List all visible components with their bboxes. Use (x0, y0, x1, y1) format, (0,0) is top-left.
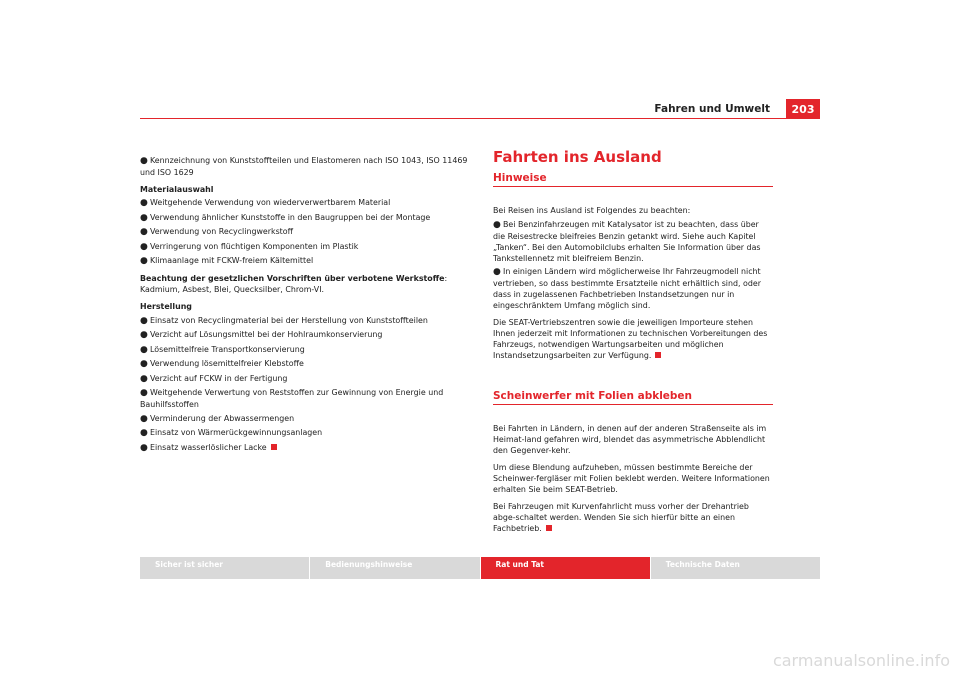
right-column (493, 148, 773, 534)
header-title: Fahren und Umwelt (654, 103, 770, 115)
list-item: ● Verwendung von Recyclingwerkstoff (140, 227, 294, 237)
bullet-icon: ● (140, 428, 148, 438)
paragraph: Bei Fahrten in Ländern, in denen auf der anderen Straßenseite als im Heimat-land gefahren wird, blendet das asymmetrische Abblendlicht den Gegenver-kehr. (493, 424, 767, 455)
list-item: ● Weitgehende Verwendung von wiederverwertbarem Material (140, 198, 391, 208)
bullet-icon: ● (493, 219, 501, 230)
list-item: ● In einigen Ländern wird möglicherweise Ihr Fahrzeugmodell nicht vertrieben, so dass bestimmte Ersatzteile nicht erhältlich sind, oder dass in zugelassenen Fachbetrieben Instandsetzungen nur in eingeschränktem Umfang möglich sind. (493, 267, 761, 310)
intro-text: Bei Reisen ins Ausland ist Folgendes zu beachten: (493, 206, 691, 215)
bullet-icon: ● (140, 373, 148, 384)
list-item: ● Verwendung ähnlicher Kunststoffe in den Baugruppen bei der Montage (140, 212, 431, 223)
end-mark-icon (655, 352, 661, 358)
bullet-icon: ● (140, 227, 148, 237)
bullet-icon: ● (140, 212, 148, 223)
list-item: ● Kennzeichnung von Kunststoffteilen und Elastomeren nach ISO 1043, ISO 11469 und ISO 1629 (140, 155, 468, 177)
bullet-icon: ● (140, 442, 148, 453)
bullet-icon: ● (493, 267, 501, 277)
paragraph: Um diese Blendung aufzuheben, müssen bestimmte Bereiche der Scheinwer-fergläser mit Folien beklebt werden. Weitere Informationen erhalten Sie beim SEAT-Betrieb. (493, 463, 770, 494)
footer-tabs (140, 557, 820, 579)
bullet-icon: ● (140, 241, 148, 252)
left-column (140, 152, 472, 456)
law-heading: Beachtung der gesetzlichen Vorschriften über verbotene Werkstoffe (140, 274, 445, 283)
bullet-icon: ● (140, 344, 148, 355)
bullet-icon: ● (140, 315, 148, 326)
list-item: ● Einsatz von Wärmerückgewinnungsanlagen (140, 428, 323, 438)
page-number: 203 (786, 99, 820, 119)
list-item: ● Verringerung von flüchtigen Komponenten im Plastik (140, 241, 359, 252)
bullet-icon: ● (140, 198, 148, 208)
bullet-icon: ● (140, 155, 148, 166)
list-item: ● Verminderung der Abwassermengen (140, 413, 295, 424)
list-item: ● Verwendung lösemittelfreier Klebstoffe (140, 359, 304, 369)
end-mark-icon (546, 525, 552, 531)
bullet-icon: ● (140, 413, 148, 424)
tab-sicher-ist-sicher[interactable]: Sicher ist sicher (140, 557, 309, 579)
law-text: : Kadmium, Asbest, Blei, Quecksilber, Chrom-VI. (140, 274, 448, 294)
production-heading: Herstellung (140, 302, 192, 311)
list-item: ● Klimaanlage mit FCKW-freiem Kältemittel (140, 256, 314, 266)
list-item: ● Bei Benzinfahrzeugen mit Katalysator ist zu beachten, dass über die Reisestrecke bleifreies Benzin getankt wird. Siehe auch Kapitel „Tanken“. Bei den Automobilclubs erhalten Sie Information über das Tankstellennetz mit bleifreiem Benzin. (493, 219, 761, 263)
section-title: Fahrten ins Ausland (493, 148, 662, 166)
list-item: ● Einsatz von Recyclingmaterial bei der Herstellung von Kunststoffteilen (140, 315, 428, 326)
list-item: ● Lösemittelfreie Transportkonservierung (140, 344, 305, 355)
header-rule (140, 118, 820, 119)
bullet-icon: ● (140, 330, 148, 340)
end-mark-icon (271, 444, 277, 450)
bullet-icon: ● (140, 388, 148, 398)
bullet-icon: ● (140, 359, 148, 369)
spacer (493, 361, 773, 391)
section-heading-scheinwerfer: Scheinwerfer mit Folien abkleben (493, 391, 773, 405)
tab-rat-und-tat[interactable]: Rat und Tat (481, 557, 650, 579)
tab-bedienungshinweise[interactable]: Bedienungshinweise (310, 557, 479, 579)
list-item: ● Weitgehende Verwertung von Reststoffen zur Gewinnung von Energie und Bauhilfsstoffen (140, 388, 444, 409)
list-item: ● Verzicht auf FCKW in der Fertigung (140, 373, 288, 384)
paragraph: Bei Fahrzeugen mit Kurvenfahrlicht muss vorher der Drehantrieb abge-schaltet werden. Wenden Sie sich hierfür bitte an einen Fachbetrieb. (493, 502, 749, 533)
material-heading: Materialauswahl (140, 184, 214, 194)
watermark: carmanualsonline.info (772, 651, 950, 670)
closing-text: Die SEAT-Vertriebszentren sowie die jeweiligen Importeure stehen Ihnen jederzeit mit Informationen zu technischen Vorbereitungen des Fahrzeugs, notwendigen Wartungsarbeiten und möglichen Instandsetzungsarbeiten zur Verfügung. (493, 318, 768, 360)
law-paragraph (140, 273, 472, 295)
list-item: ● Einsatz wasserlöslicher Lacke (140, 442, 472, 454)
bullet-icon: ● (140, 256, 148, 266)
section-heading-hinweise: Hinweise (493, 173, 773, 187)
list-item: ● Verzicht auf Lösungsmittel bei der Hohlraumkonservierung (140, 330, 383, 340)
tab-technische-daten[interactable]: Technische Daten (651, 557, 820, 579)
